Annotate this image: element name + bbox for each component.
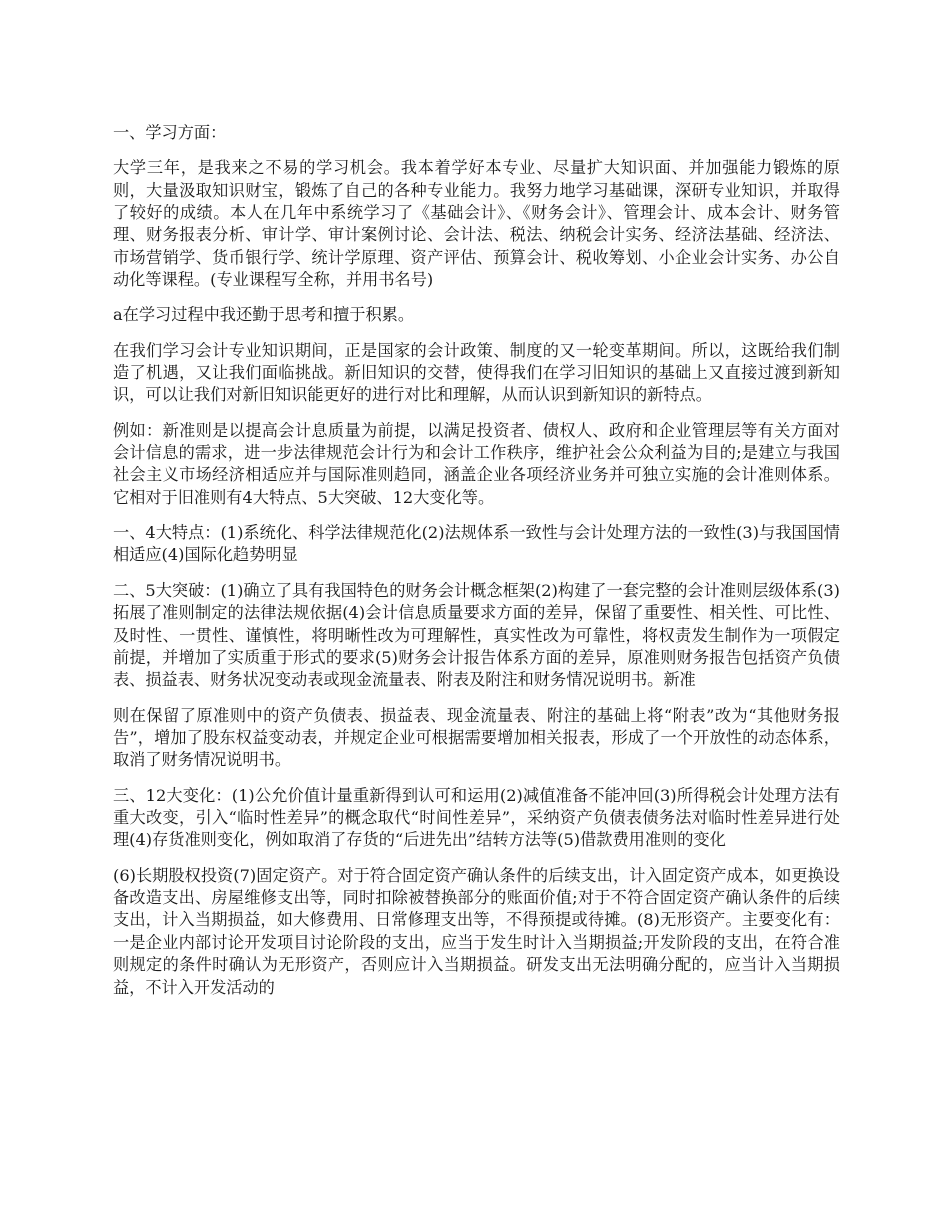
section-heading-study: 一、学习方面：	[113, 123, 227, 142]
paragraph-new-standard: 则在保留了原准则中的资产负债表、损益表、现金流量表、附注的基础上将“附表”改为“其他财务报告”，增加了股东权益变动表，并规定企业可根据需要增加相关报表，形成了一个开放性的动态体系，取消了财务情况说明书。	[113, 705, 840, 770]
paragraph-assets: (6)长期股权投资(7)固定资产。对于符合固定资产确认条件的后续支出，计入固定资产成本，如更换设备改造支出、房屋维修支出等，同时扣除被替换部分的账面价值;对于不符合固定资产确认条件的后续支出，计入当期损益，如大修费用、日常修理支出等，不得预提或待摊。(8)无形资产。主要变化有：一是企业内部讨论开发项目讨论阶段的支出，应当于发生时计入当期损益;开发阶段的支出，在符合准则规定的条件时确认为无形资产，否则应计入当期损益。研发支出无法明确分配的，应当计入当期损益，不计入开发活动的	[113, 865, 840, 997]
paragraph-study-overview: 大学三年，是我来之不易的学习机会。我本着学好本专业、尽量扩大知识面、并加强能力锻炼的原则，大量汲取知识财宝，锻炼了自己的各种专业能力。我努力地学习基础课，深研专业知识，并取得了较好的成绩。本人在几年中系统学习了《基础会计》、《财务会计》、管理会计、成本会计、财务管理、财务报表分析、审计学、审计案例讨论、会计法、税法、纳税会计实务、经济法基础、经济法、市场营销学、货币银行学、统计学原理、资产评估、预算会计、税收筹划、小企业会计实务、办公自动化等课程。(专业课程写全称，并用书名号)	[113, 158, 840, 290]
paragraph-thinking: a在学习过程中我还勤于思考和擅于积累。	[113, 305, 415, 325]
paragraph-example: 例如：新准则是以提高会计息质量为前提，以满足投资者、债权人、政府和企业管理层等有关方面对会计信息的需求，进一步法律规范会计行为和会计工作秩序，维护社会公众利益为目的;是建立与我国社会主义市场经济相适应并与国际准则趋同，涵盖企业各项经济业务并可独立实施的会计准则体系。它相对于旧准则有4大特点、5大突破、12大变化等。	[113, 420, 840, 507]
document-body	[113, 122, 840, 1012]
paragraph-policy-change: 在我们学习会计专业知识期间，正是国家的会计政策、制度的又一轮变革期间。所以，这既给我们制造了机遇，又让我们面临挑战。新旧知识的交替，使得我们在学习旧知识的基础上又直接过渡到新知识，可以让我们对新旧知识能更好的进行对比和理解，从而认识到新知识的新特点。	[113, 340, 840, 405]
paragraph-twelve-changes: 三、12大变化：(1)公允价值计量重新得到认可和运用(2)减值准备不能冲回(3)所得税会计处理方法有重大改变，引入“临时性差异”的概念取代“时间性差异”，采纳资产负债表债务法对临时性差异进行处理(4)存货准则变化，例如取消了存货的“后进先出”结转方法等(5)借款费用准则的变化	[113, 785, 840, 850]
paragraph-five-breakthroughs: 二、5大突破：(1)确立了具有我国特色的财务会计概念框架(2)构建了一套完整的会计准则层级体系(3)拓展了准则制定的法律法规依据(4)会计信息质量要求方面的差异，保留了重要性、相关性、可比性、及时性、一贯性、谨慎性，将明晰性改为可理解性，真实性改为可靠性，将权责发生制作为一项假定前提，并增加了实质重于形式的要求(5)财务会计报告体系方面的差异，原准则财务报告包括资产负债表、损益表、财务状况变动表或现金流量表、附表及附注和财务情况说明书。新准	[113, 580, 840, 690]
paragraph-four-features: 一、4大特点：(1)系统化、科学法律规范化(2)法规体系一致性与会计处理方法的一致性(3)与我国国情相适应(4)国际化趋势明显	[113, 523, 840, 565]
